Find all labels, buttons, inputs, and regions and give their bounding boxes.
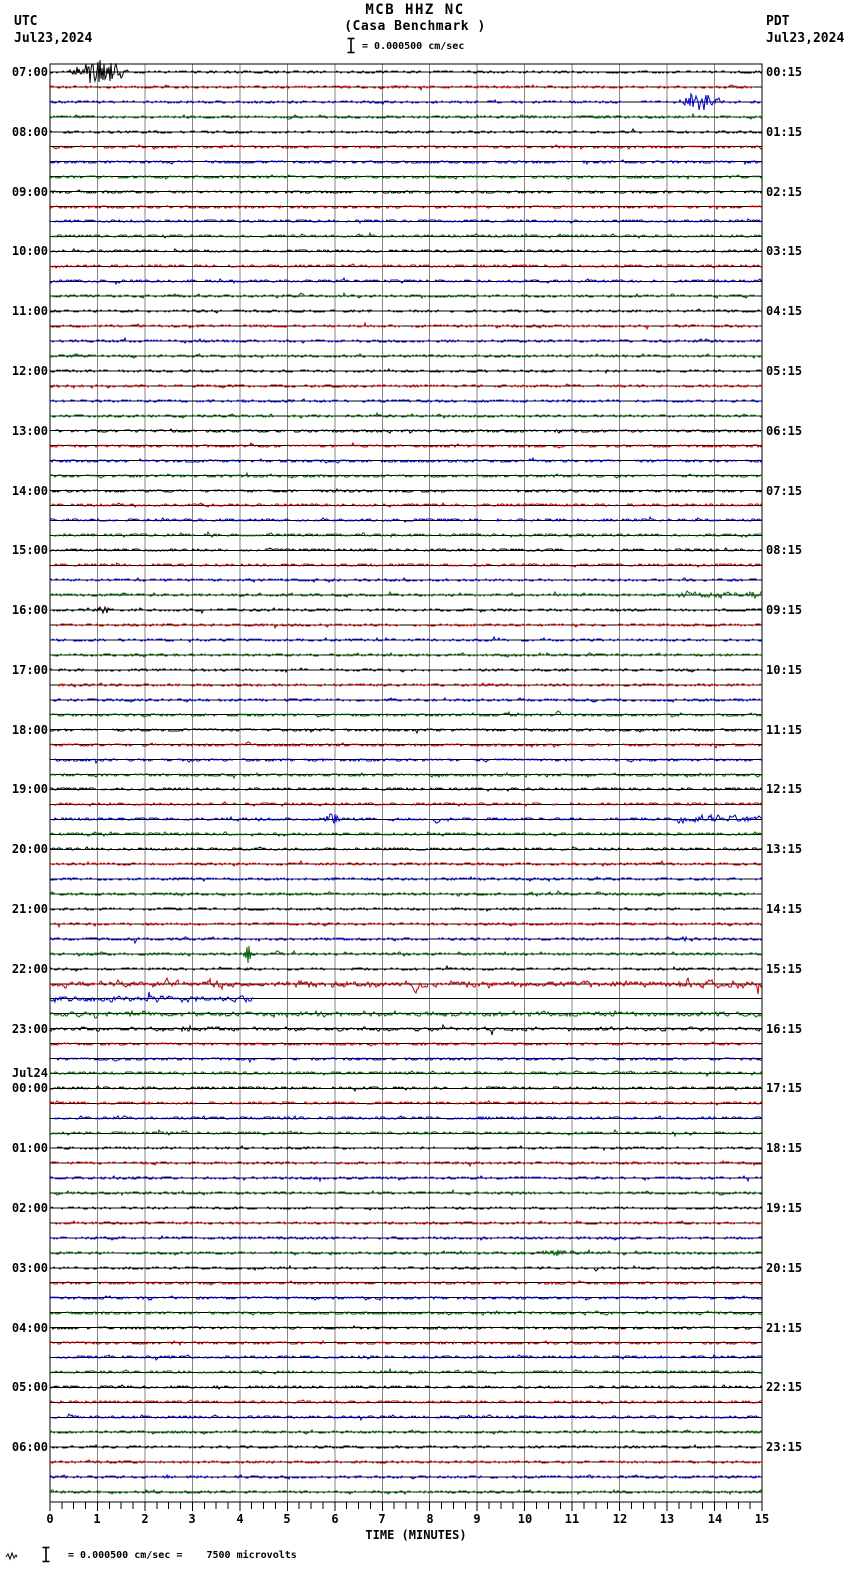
right-hour-label: 00:15 [766, 65, 803, 79]
right-hour-label: 23:15 [766, 1440, 803, 1454]
left-hour-label: 05:00 [11, 1380, 48, 1394]
left-hour-label: 02:00 [11, 1201, 48, 1215]
right-hour-label: 21:15 [766, 1321, 803, 1335]
right-hour-label: 10:15 [766, 663, 803, 677]
station-subtitle: (Casa Benchmark ) [344, 19, 486, 34]
x-tick-label: 2 [141, 1512, 149, 1526]
right-hour-label: 02:15 [766, 185, 803, 199]
right-hour-label: 09:15 [766, 603, 803, 617]
left-hour-label: 00:00 [11, 1081, 48, 1095]
left-hour-label: 04:00 [11, 1321, 48, 1335]
left-hour-label: 23:00 [11, 1022, 48, 1036]
right-hour-label: 05:15 [766, 364, 803, 378]
x-tick-label: 9 [473, 1512, 481, 1526]
timezone-right-label: PDT [766, 14, 790, 29]
footer-note: = 0.000500 cm/sec = 7500 microvolts [68, 1550, 297, 1561]
right-hour-label: 12:15 [766, 782, 803, 796]
left-hour-label: 08:00 [11, 125, 48, 139]
right-hour-label: 22:15 [766, 1380, 803, 1394]
left-hour-label: 18:00 [11, 723, 48, 737]
right-hour-label: 13:15 [766, 842, 803, 856]
x-tick-label: 7 [378, 1512, 386, 1526]
x-tick-label: 11 [564, 1512, 580, 1526]
right-hour-label: 07:15 [766, 484, 803, 498]
right-hour-label: 06:15 [766, 424, 803, 438]
right-hour-label: 18:15 [766, 1141, 803, 1155]
x-tick-label: 5 [283, 1512, 291, 1526]
left-hour-label: 14:00 [11, 484, 48, 498]
left-hour-label: 17:00 [11, 663, 48, 677]
right-hour-label: 01:15 [766, 125, 803, 139]
right-hour-label: 17:15 [766, 1081, 803, 1095]
x-tick-label: 8 [426, 1512, 434, 1526]
right-hour-label: 16:15 [766, 1022, 803, 1036]
x-tick-label: 13 [659, 1512, 675, 1526]
x-tick-label: 0 [46, 1512, 54, 1526]
x-tick-label: 15 [754, 1512, 770, 1526]
right-hour-label: 03:15 [766, 244, 803, 258]
station-title: MCB HHZ NC [365, 2, 465, 18]
left-hour-label: 07:00 [11, 65, 48, 79]
left-hour-label: 03:00 [11, 1261, 48, 1275]
left-hour-label: 15:00 [11, 543, 48, 557]
right-hour-label: 08:15 [766, 543, 803, 557]
x-tick-label: 6 [331, 1512, 339, 1526]
left-hour-label: 13:00 [11, 424, 48, 438]
date-left-label: Jul23,2024 [14, 31, 93, 46]
right-hour-label: 04:15 [766, 304, 803, 318]
left-hour-label: 19:00 [11, 782, 48, 796]
x-tick-label: 4 [236, 1512, 244, 1526]
left-hour-label: 20:00 [11, 842, 48, 856]
left-date-label: Jul24 [11, 1066, 48, 1080]
right-hour-label: 20:15 [766, 1261, 803, 1275]
x-tick-label: 14 [707, 1512, 723, 1526]
left-hour-label: 09:00 [11, 185, 48, 199]
wiggle-icon [6, 1551, 18, 1561]
left-hour-label: 12:00 [11, 364, 48, 378]
scale-text: = 0.000500 cm/sec [362, 41, 465, 52]
x-axis-label: TIME (MINUTES) [365, 1528, 467, 1542]
x-tick-label: 1 [93, 1512, 101, 1526]
right-hour-label: 14:15 [766, 902, 803, 916]
x-tick-label: 3 [188, 1512, 196, 1526]
timezone-left-label: UTC [14, 14, 38, 29]
left-hour-label: 11:00 [11, 304, 48, 318]
left-hour-label: 21:00 [11, 902, 48, 916]
right-hour-label: 19:15 [766, 1201, 803, 1215]
left-hour-label: 10:00 [11, 244, 48, 258]
x-tick-label: 10 [517, 1512, 533, 1526]
left-hour-label: 16:00 [11, 603, 48, 617]
right-hour-label: 15:15 [766, 962, 803, 976]
date-right-label: Jul23,2024 [766, 31, 845, 46]
left-hour-label: 22:00 [11, 962, 48, 976]
left-hour-label: 06:00 [11, 1440, 48, 1454]
right-hour-label: 11:15 [766, 723, 803, 737]
x-tick-label: 12 [612, 1512, 628, 1526]
left-hour-label: 01:00 [11, 1141, 48, 1155]
footer-ibeam-icon [42, 1546, 50, 1563]
